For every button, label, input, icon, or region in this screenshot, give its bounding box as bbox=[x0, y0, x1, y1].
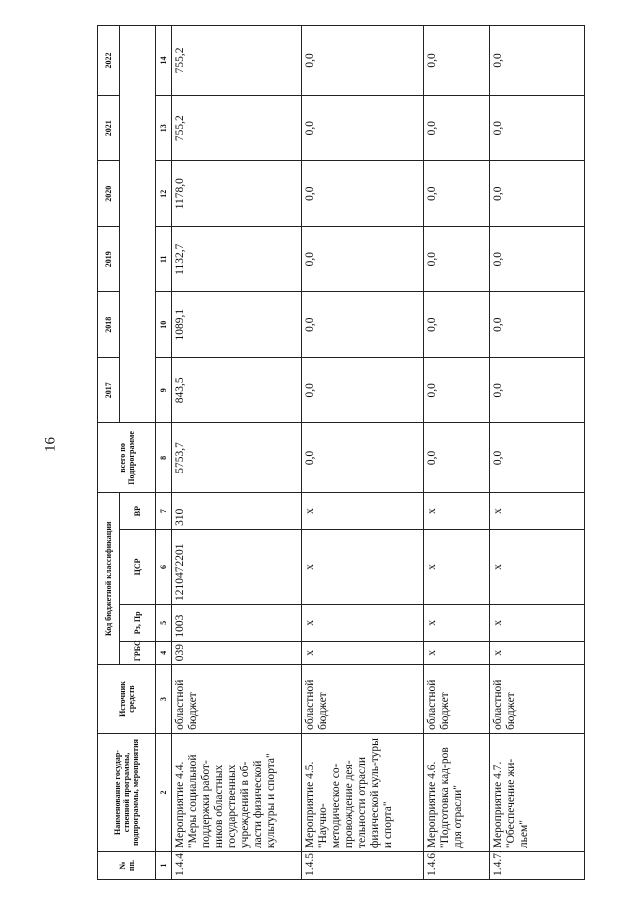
row-value: 0,0 bbox=[302, 161, 424, 227]
row-grbs: x bbox=[302, 641, 424, 665]
row-csr: 1210472201 bbox=[172, 529, 302, 604]
row-value: 0,0 bbox=[302, 26, 424, 96]
row-value: 0,0 bbox=[424, 226, 490, 292]
col-number: 4 bbox=[156, 641, 172, 665]
row-rzpr: x bbox=[424, 605, 490, 642]
row-total: 0,0 bbox=[424, 423, 490, 493]
row-value: 0,0 bbox=[490, 26, 585, 96]
header-year: 2022 bbox=[98, 26, 120, 96]
row-source: областной бюджет bbox=[172, 665, 302, 734]
row-value: 0,0 bbox=[424, 292, 490, 358]
table-row bbox=[172, 26, 302, 880]
row-grbs: x bbox=[490, 641, 585, 665]
row-source: областной бюджет bbox=[490, 665, 585, 734]
col-number: 7 bbox=[156, 493, 172, 530]
row-name: Мероприятие 4.7. "Обеспечение жи-льем" bbox=[490, 733, 585, 851]
header-csr: ЦСР bbox=[120, 529, 156, 604]
budget-table bbox=[97, 25, 585, 880]
col-number: 1 bbox=[156, 852, 172, 880]
col-number: 12 bbox=[156, 161, 172, 227]
header-vr: ВР bbox=[120, 493, 156, 530]
row-value: 0,0 bbox=[424, 26, 490, 96]
col-number: 9 bbox=[156, 357, 172, 423]
header-year: 2020 bbox=[98, 161, 120, 227]
row-vr: x bbox=[302, 493, 424, 530]
row-no: 1.4.6. bbox=[424, 852, 490, 880]
row-csr: x bbox=[490, 529, 585, 604]
row-no: 1.4.7. bbox=[490, 852, 585, 880]
row-value: 0,0 bbox=[424, 357, 490, 423]
row-no: 1.4.5. bbox=[302, 852, 424, 880]
row-total: 5753,7 bbox=[172, 423, 302, 493]
table-row bbox=[490, 26, 585, 880]
page-number: 16 bbox=[42, 437, 59, 452]
row-value: 0,0 bbox=[490, 292, 585, 358]
row-value: 0,0 bbox=[302, 357, 424, 423]
row-value: 0,0 bbox=[302, 226, 424, 292]
row-vr: x bbox=[424, 493, 490, 530]
row-value: 755,2 bbox=[172, 26, 302, 96]
row-csr: x bbox=[302, 529, 424, 604]
row-value: 0,0 bbox=[424, 95, 490, 161]
row-vr: 310 bbox=[172, 493, 302, 530]
row-grbs: 039 bbox=[172, 641, 302, 665]
header-name: Наименование государ-ственной программы, подпрограммы, мероприятия bbox=[98, 733, 156, 851]
header-kbk: Код бюджетной классификации bbox=[98, 493, 120, 665]
col-number: 11 bbox=[156, 226, 172, 292]
header-years-spacer bbox=[120, 26, 156, 424]
row-name: Мероприятие 4.5. "Научно-методическое со-провождение дея-тельности отрасли физической куль-туры и спорта" bbox=[302, 733, 424, 851]
col-number: 8 bbox=[156, 423, 172, 493]
col-number: 14 bbox=[156, 26, 172, 96]
col-number: 3 bbox=[156, 665, 172, 734]
rotated-table-wrapper bbox=[97, 25, 580, 880]
row-name: Мероприятие 4.6. "Подготовка кад-ров для отрасли" bbox=[424, 733, 490, 851]
header-year: 2019 bbox=[98, 226, 120, 292]
row-source: областной бюджет bbox=[424, 665, 490, 734]
row-source: областной бюджет bbox=[302, 665, 424, 734]
col-number: 13 bbox=[156, 95, 172, 161]
row-value: 843,5 bbox=[172, 357, 302, 423]
row-value: 0,0 bbox=[302, 292, 424, 358]
row-value: 755,2 bbox=[172, 95, 302, 161]
row-name: Мероприятие 4.4. "Меры социальной поддержки работ-ников областных государственных учреждений в об-ласти физической культуры и спорта" bbox=[172, 733, 302, 851]
header-year: 2021 bbox=[98, 95, 120, 161]
row-value: 1178,0 bbox=[172, 161, 302, 227]
table-row bbox=[424, 26, 490, 880]
header-year: 2017 bbox=[98, 357, 120, 423]
header-grbs: ГРБС bbox=[120, 641, 156, 665]
col-number: 5 bbox=[156, 605, 172, 642]
row-value: 0,0 bbox=[424, 161, 490, 227]
row-value: 0,0 bbox=[490, 226, 585, 292]
col-number: 6 bbox=[156, 529, 172, 604]
header-no: № пп. bbox=[98, 852, 156, 880]
row-value: 0,0 bbox=[302, 95, 424, 161]
row-rzpr: 1003 bbox=[172, 605, 302, 642]
row-rzpr: x bbox=[490, 605, 585, 642]
row-vr: x bbox=[490, 493, 585, 530]
row-value: 0,0 bbox=[490, 95, 585, 161]
header-source: Источник средств bbox=[98, 665, 156, 734]
table-row bbox=[302, 26, 424, 880]
col-number: 2 bbox=[156, 733, 172, 851]
header-year: 2018 bbox=[98, 292, 120, 358]
row-rzpr: x bbox=[302, 605, 424, 642]
row-csr: x bbox=[424, 529, 490, 604]
row-value: 1132,7 bbox=[172, 226, 302, 292]
row-value: 0,0 bbox=[490, 161, 585, 227]
row-no: 1.4.4. bbox=[172, 852, 302, 880]
col-number: 10 bbox=[156, 292, 172, 358]
header-total: всего по Подпрограмме bbox=[98, 423, 156, 493]
row-total: 0,0 bbox=[490, 423, 585, 493]
header-rzpr: Рз, Пр bbox=[120, 605, 156, 642]
row-total: 0,0 bbox=[302, 423, 424, 493]
row-grbs: x bbox=[424, 641, 490, 665]
row-value: 1089,1 bbox=[172, 292, 302, 358]
row-value: 0,0 bbox=[490, 357, 585, 423]
